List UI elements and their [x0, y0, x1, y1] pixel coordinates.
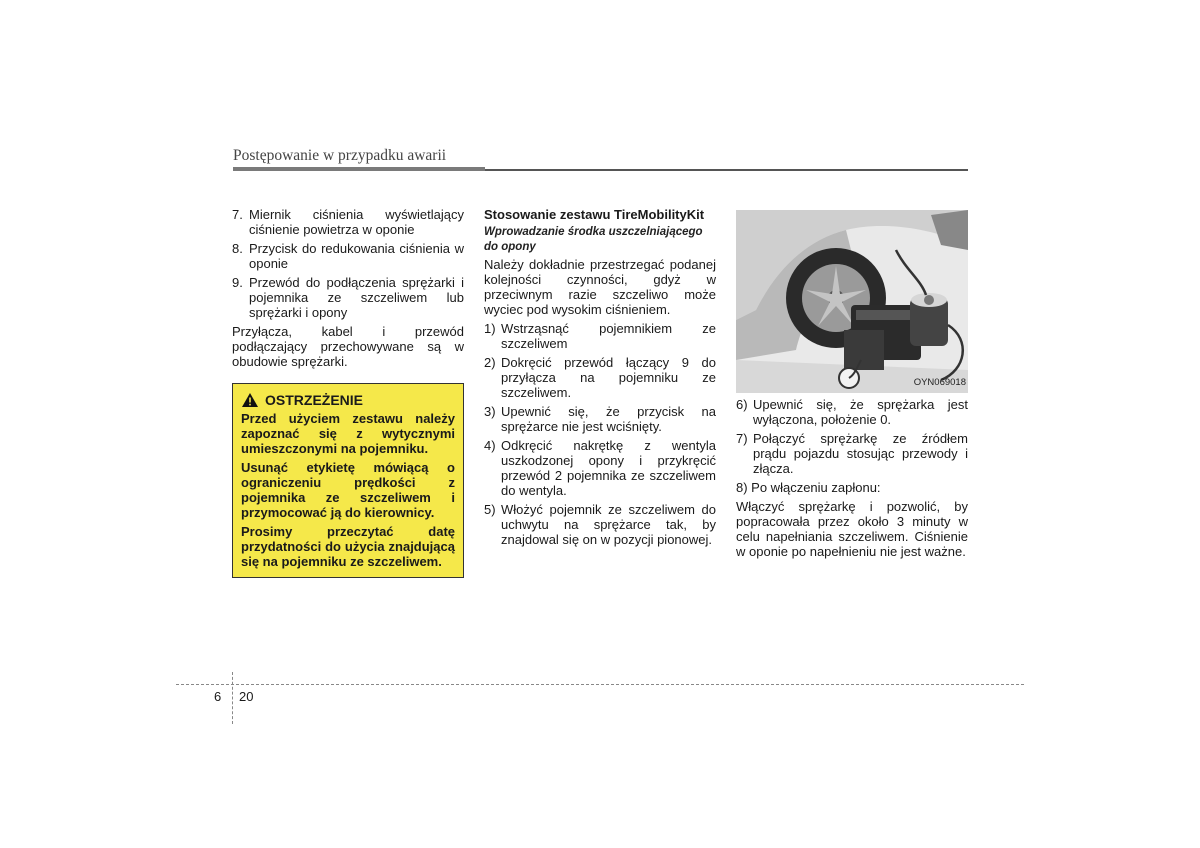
header-rule-thick: [233, 167, 485, 171]
footer-vertical-divider: [232, 672, 233, 724]
right-column: [736, 210, 968, 563]
step-number: 5): [484, 502, 496, 517]
section-subheading: Wprowadzanie środka uszczelniającego do opony: [484, 226, 703, 253]
list-item-text: Przewód do podłączenia sprężarki i pojemnika ze szczeliwem lub sprężarki i opony: [249, 275, 464, 320]
warning-header: [241, 392, 455, 408]
warning-title: OSTRZEŻENIE: [265, 391, 364, 408]
warning-triangle-icon: [241, 392, 259, 408]
section-heading: Stosowanie zestawu TireMobilityKit: [484, 207, 705, 222]
compressor-illustration: [736, 210, 968, 393]
step-item: [484, 438, 716, 498]
page-number: 20: [239, 689, 254, 704]
step-item: [484, 404, 716, 434]
list-item-text: Przycisk do redukowania ciśnienia w oponie: [249, 241, 464, 271]
step-text: Połączyć sprężarkę ze źródłem prądu pojazdu stosując przewody i złącza.: [753, 431, 968, 476]
step-text: Upewnić się, że sprężarka jest wyłączona, położenie 0.: [753, 397, 968, 427]
section-number: 6: [214, 689, 222, 704]
warning-paragraph: Prosimy przeczytać datę przydatności do użycia znajdującą się na pojemniku ze szczeliwem.: [241, 524, 455, 569]
step-8-line: 8) Po włączeniu zapłonu:: [736, 480, 881, 495]
storage-paragraph: Przyłącza, kabel i przewód podłączający przechowywane są w obudowie sprężarki.: [232, 324, 464, 369]
step-item: [484, 355, 716, 400]
step-number: 7): [736, 431, 748, 446]
page-header-title: Postępowanie w przypadku awarii: [233, 147, 447, 164]
list-item-number: 7.: [232, 207, 243, 222]
warning-paragraph: Usunąć etykietę mówiącą o ograniczeniu prędkości z pojemnika ze szczeliwem i przymocować ją do kierownicy.: [241, 460, 455, 520]
step-text: Upewnić się, że przycisk na sprężarce nie jest wciśnięty.: [501, 404, 716, 434]
car-tire-compressor-image: [736, 210, 968, 393]
step-text: Odkręcić nakrętkę z wentyla uszkodzonej opony i przykręcić przewód 2 pojemnika ze szczeliwem do wentyla.: [501, 438, 716, 498]
step-item: [484, 321, 716, 351]
middle-column: [484, 207, 716, 551]
list-item: [232, 275, 464, 320]
left-column: [232, 207, 464, 578]
step-text: Dokręcić przewód łączący 9 do przyłącza na pojemniku ze szczeliwem.: [501, 355, 716, 400]
list-item-number: 8.: [232, 241, 243, 256]
step-number: 3): [484, 404, 496, 419]
warning-paragraph: Przed użyciem zestawu należy zapoznać się z wytycznymi umieszczonymi na pojemniku.: [241, 411, 455, 456]
list-item: [232, 207, 464, 237]
footer-divider: [176, 684, 1024, 685]
warning-box: [232, 383, 464, 578]
step-text: Włożyć pojemnik ze szczeliwem do uchwytu na sprężarce tak, by znajdowal się on w pozycji pionowej.: [501, 502, 716, 547]
step-number: 2): [484, 355, 496, 370]
step-text: Wstrząsnąć pojemnikiem ze szczeliwem: [501, 321, 716, 351]
intro-paragraph: Należy dokładnie przestrzegać podanej kolejności czynności, gdyż w przeciwnym razie szczeliwo może wyciec pod wysokim ciśnieniem.: [484, 257, 716, 317]
step-number: 1): [484, 321, 496, 336]
header-rule-thin: [485, 169, 968, 171]
list-item: [232, 241, 464, 271]
list-item-number: 9.: [232, 275, 243, 290]
list-item-text: Miernik ciśnienia wyświetlający ciśnienie powietrza w oponie: [249, 207, 464, 237]
step-item: [736, 431, 968, 476]
step-item: [484, 502, 716, 547]
inflate-paragraph: Włączyć sprężarkę i pozwolić, by popracowała przez około 3 minuty w celu napełniania szczeliwem. Ciśnienie w oponie po napełnieniu nie jest ważne.: [736, 499, 968, 559]
figure-code: OYN069018: [913, 377, 966, 388]
step-number: 6): [736, 397, 748, 412]
step-item: [736, 397, 968, 427]
step-number: 4): [484, 438, 496, 453]
